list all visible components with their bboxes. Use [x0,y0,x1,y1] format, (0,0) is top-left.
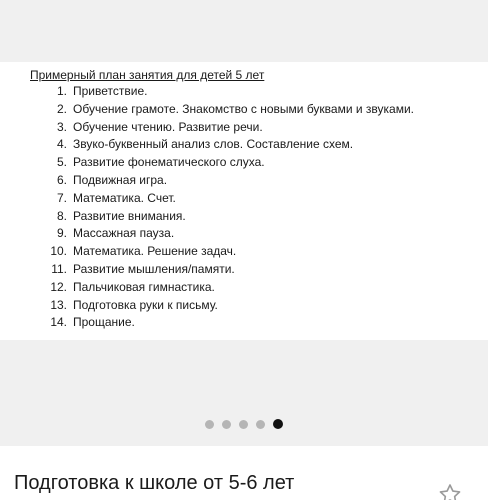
plan-item-number: 6. [56,172,67,187]
gallery-pagination [0,418,488,430]
plan-item-text: Звуко-буквенный анализ слов. Составление схем. [73,137,354,152]
plan-item-number: 5. [56,155,67,170]
plan-item-number: 3. [56,119,67,134]
plan-item-text: Прощание. [73,315,135,330]
plan-item-number: 8. [56,208,67,223]
plan-item-number: 10. [50,244,67,259]
plan-item-text: Подготовка руки к письму. [73,297,218,312]
plan-item-text: Развитие мышления/памяти. [73,261,235,276]
gallery-dot-2[interactable] [222,420,231,429]
plan-item-number: 2. [56,101,67,116]
plan-item-number: 11. [51,261,67,276]
gallery-dot-4[interactable] [256,420,265,429]
gallery-slide-image[interactable] [0,62,488,340]
plan-item-number: 12. [50,279,67,294]
plan-item-number: 14. [50,315,67,330]
plan-item-text: Обучение чтению. Развитие речи. [73,119,263,134]
gallery-dot-3[interactable] [239,420,248,429]
plan-item-number: 13. [50,297,67,312]
favorite-button[interactable] [437,482,463,500]
plan-item-text: Развитие внимания. [73,208,186,223]
star-outline-icon [437,482,463,500]
plan-item-text: Приветствие. [73,84,148,98]
gallery-dot-1[interactable] [205,420,214,429]
plan-item-text: Развитие фонематического слуха. [73,155,265,170]
plan-item-number: 4. [56,137,67,152]
plan-item-number: 1. [56,84,67,98]
plan-item-text: Математика. Счет. [73,190,176,205]
plan-item-text: Обучение грамоте. Знакомство с новыми буквами и звуками. [73,101,415,116]
listing-title: Подготовка к школе от 5-6 лет [14,472,295,494]
gallery-dot-5-active[interactable] [273,419,283,429]
plan-title: Примерный план занятия для детей 5 лет [30,68,265,82]
plan-item-text: Математика. Решение задач. [73,244,237,259]
plan-item-number: 7. [56,190,67,205]
plan-item-text: Подвижная игра. [73,172,168,187]
plan-item-text: Массажная пауза. [73,226,175,241]
plan-item-number: 9. [56,226,67,241]
plan-item-text: Пальчиковая гимнастика. [73,279,215,294]
